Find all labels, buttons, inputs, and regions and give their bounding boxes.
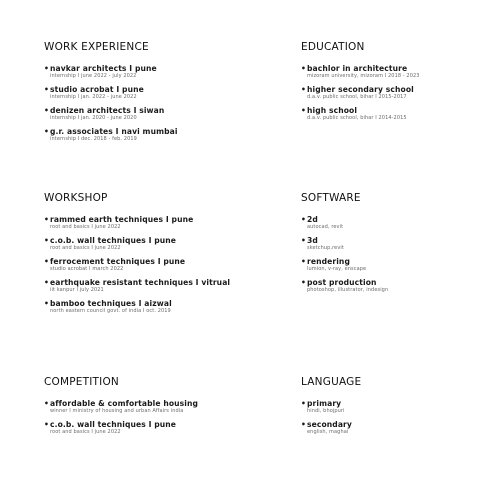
competition-section — [44, 376, 198, 441]
entry-title: •g.r. associates I navi mumbai — [44, 127, 178, 136]
list-item — [44, 64, 178, 80]
bullet-icon: • — [301, 420, 306, 429]
list-item — [301, 215, 388, 231]
entry-title: •bachlor in architecture — [301, 64, 408, 73]
entry-title: •rendering — [301, 257, 350, 266]
entry-title: •2d — [301, 215, 318, 224]
entry-title: •primary — [301, 399, 342, 408]
entry-subtitle: winner I ministry of housing and urban Affairs india — [50, 408, 184, 414]
list-item — [44, 236, 230, 252]
bullet-icon: • — [44, 64, 49, 73]
software-title: SOFTWARE — [301, 192, 361, 204]
entry-title: •3d — [301, 236, 318, 245]
bullet-icon: • — [301, 85, 306, 94]
list-item — [44, 420, 198, 436]
list-item — [44, 85, 178, 101]
entry-title: •high school — [301, 106, 358, 115]
bullet-icon: • — [301, 257, 306, 266]
entry-title: •c.o.b. wall techniques I pune — [44, 420, 177, 429]
entry-subtitle: internship I jan. 2022 - june 2022 — [50, 94, 137, 100]
language-title: LANGUAGE — [301, 376, 362, 388]
entry-title: •higher secondary school — [301, 85, 414, 94]
entry-title: •navkar architects I pune — [44, 64, 157, 73]
entry-subtitle: root and basics I june 2022 — [50, 224, 121, 230]
entry-subtitle: internship I june 2022 - july 2022 — [50, 73, 137, 79]
bullet-icon: • — [44, 106, 49, 115]
bullet-icon: • — [44, 299, 49, 308]
entry-subtitle: lumion, v-ray, enscape — [307, 266, 367, 272]
entry-title: •affordable & comfortable housing — [44, 399, 199, 408]
entry-subtitle: english, maghai — [307, 429, 349, 435]
entry-title: •bamboo techniques I aizwal — [44, 299, 172, 308]
list-item — [44, 299, 230, 315]
bullet-icon: • — [44, 236, 49, 245]
list-item — [301, 278, 388, 294]
entry-subtitle: hindi, bhojpuri — [307, 408, 345, 414]
work-experience-section — [44, 41, 178, 148]
bullet-icon: • — [44, 399, 49, 408]
entry-title: •denizen architects I siwan — [44, 106, 165, 115]
entry-title: •earthquake resistant techniques I vitrual — [44, 278, 231, 287]
entry-subtitle: root and basics I june 2022 — [50, 245, 121, 251]
bullet-icon: • — [301, 106, 306, 115]
entry-title: •c.o.b. wall techniques I pune — [44, 236, 177, 245]
bullet-icon: • — [301, 236, 306, 245]
list-item — [301, 420, 361, 436]
list-item — [301, 257, 388, 273]
entry-title: •ferrocement techniques I pune — [44, 257, 186, 266]
bullet-icon: • — [301, 215, 306, 224]
education-title: EDUCATION — [301, 41, 365, 53]
competition-title: COMPETITION — [44, 376, 119, 388]
entry-subtitle: mizoram university, mizoram I 2018 - 2023 — [307, 73, 420, 79]
entry-subtitle: studio acrobat I march 2022 — [50, 266, 124, 272]
entry-subtitle: root and basics I june 2022 — [50, 429, 121, 435]
entry-subtitle: north eastern council govt. of india I oct. 2019 — [50, 308, 171, 314]
list-item — [301, 399, 361, 415]
list-item — [301, 85, 420, 101]
software-section — [301, 192, 388, 299]
workshop-title: WORKSHOP — [44, 192, 108, 204]
entry-title: •studio acrobat I pune — [44, 85, 144, 94]
bullet-icon: • — [44, 420, 49, 429]
education-section — [301, 41, 420, 127]
list-item — [44, 215, 230, 231]
list-item — [44, 399, 198, 415]
entry-title: •post production — [301, 278, 377, 287]
entry-subtitle: sketchup,revit — [307, 245, 344, 251]
list-item — [44, 278, 230, 294]
entry-subtitle: d.a.v. public school, bihar I 2014-2015 — [307, 115, 407, 121]
entry-subtitle: autocad, revit — [307, 224, 344, 230]
entry-subtitle: iit kanpur I july 2021 — [50, 287, 104, 293]
list-item — [301, 106, 420, 122]
entry-subtitle: internship I dec. 2018 - feb. 2019 — [50, 136, 137, 142]
bullet-icon: • — [44, 257, 49, 266]
language-section — [301, 376, 361, 441]
work-experience-title: WORK EXPERIENCE — [44, 41, 149, 53]
entry-subtitle: internship I jan. 2020 - june 2020 — [50, 115, 137, 121]
entry-subtitle: d.a.v. public school, bihar I 2015-2017 — [307, 94, 407, 100]
list-item — [44, 127, 178, 143]
bullet-icon: • — [301, 399, 306, 408]
bullet-icon: • — [301, 278, 306, 287]
list-item — [301, 64, 420, 80]
list-item — [301, 236, 388, 252]
bullet-icon: • — [44, 127, 49, 136]
entry-title: •rammed earth techniques I pune — [44, 215, 194, 224]
list-item — [44, 257, 230, 273]
entry-title: •secondary — [301, 420, 352, 429]
bullet-icon: • — [44, 278, 49, 287]
bullet-icon: • — [301, 64, 306, 73]
bullet-icon: • — [44, 215, 49, 224]
entry-subtitle: photoshop, illustrator, indesign — [307, 287, 389, 293]
workshop-section — [44, 192, 230, 320]
list-item — [44, 106, 178, 122]
bullet-icon: • — [44, 85, 49, 94]
